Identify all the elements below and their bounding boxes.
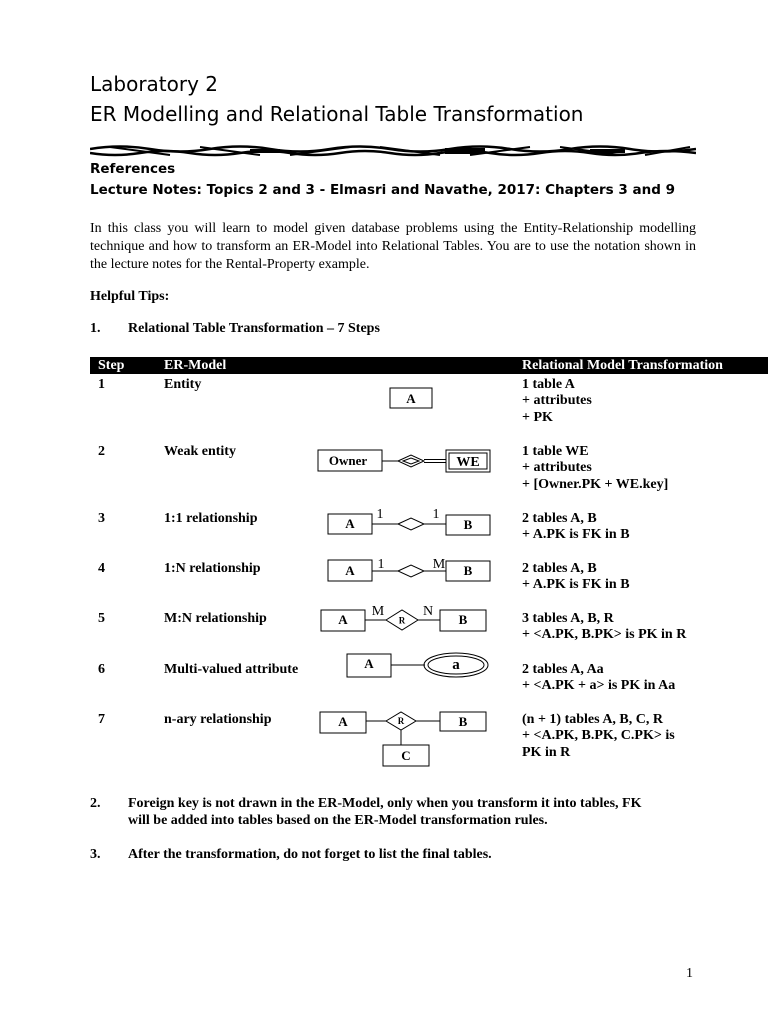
- transform-7-line-1: (n + 1) tables A, B, C, R: [522, 712, 663, 727]
- section-1-number: 1.: [90, 321, 101, 336]
- d2-owner-label: Owner: [328, 453, 368, 468]
- transform-2-line-1: 1 table WE: [522, 444, 589, 459]
- tip-2-line-2: will be added into tables based on the ER-Model transformation rules.: [128, 813, 548, 828]
- d2-identifying-rel-inner: [403, 458, 419, 464]
- concept-one-to-many: 1:N relationship: [164, 561, 261, 576]
- tip-3-text: After the transformation, do not forget to list the final tables.: [128, 847, 492, 862]
- d3-a-label: A: [345, 516, 355, 531]
- tip-2-line-1: Foreign key is not drawn in the ER-Model, only when you transform it into tables, FK: [128, 796, 642, 811]
- d5-b-label: B: [458, 612, 468, 627]
- step-5: 5: [98, 611, 105, 626]
- intro-paragraph: In this class you will learn to model given database problems using the Entity-Relationship modelling technique and how to transform an ER-Model into Relational Tables. You are to use the notation shown in the lecture notes for the Rental-Property example.: [90, 221, 696, 272]
- references-line: Lecture Notes: Topics 2 and 3 - Elmasri and Navathe, 2017: Chapters 3 and 9: [90, 182, 675, 198]
- step-1: 1: [98, 377, 105, 392]
- tip-2-number: 2.: [90, 796, 101, 811]
- title-line-2: ER Modelling and Relational Table Transformation: [90, 102, 584, 126]
- transform-1-line-1: 1 table A: [522, 377, 575, 392]
- concept-multivalued: Multi-valued attribute: [164, 662, 299, 677]
- section-1-title: Relational Table Transformation – 7 Steps: [128, 321, 380, 336]
- header-step: Step: [98, 358, 125, 373]
- transform-3-line-2: + A.PK is FK in B: [522, 527, 630, 542]
- transform-4-line-1: 2 tables A, B: [522, 561, 597, 576]
- concept-many-to-many: M:N relationship: [164, 611, 267, 626]
- transform-3-line-1: 2 tables A, B: [522, 511, 597, 526]
- transform-1-line-2: + attributes: [522, 393, 592, 408]
- title-line-1: Laboratory 2: [90, 72, 219, 96]
- step-2: 2: [98, 444, 105, 459]
- transform-6-line-2: + <A.PK + a> is PK in Aa: [522, 678, 676, 693]
- helpful-tips-heading: Helpful Tips:: [90, 289, 170, 304]
- d4-a-label: A: [345, 563, 355, 578]
- concept-weak-entity: Weak entity: [164, 444, 236, 459]
- d7-r-label: R: [397, 716, 405, 726]
- transform-7-line-3: PK in R: [522, 745, 571, 760]
- transform-6-line-1: 2 tables A, Aa: [522, 662, 604, 677]
- d3-card-right: 1: [432, 507, 440, 522]
- d7-b-label: B: [458, 714, 468, 729]
- d1-entity-label: A: [406, 391, 416, 406]
- d5-r-label: R: [398, 615, 406, 626]
- concept-n-ary: n-ary relationship: [164, 712, 272, 727]
- transform-7-line-2: + <A.PK, B.PK, C.PK> is: [522, 728, 675, 743]
- transform-2-line-3: + [Owner.PK + WE.key]: [522, 477, 669, 492]
- page-number: 1: [686, 966, 693, 981]
- transform-1-line-3: + PK: [522, 410, 553, 425]
- d3-card-left: 1: [376, 507, 384, 522]
- transform-4-line-2: + A.PK is FK in B: [522, 577, 630, 592]
- references-heading: References: [90, 161, 176, 177]
- d7-c-label: C: [401, 748, 411, 763]
- transform-2-line-2: + attributes: [522, 460, 592, 475]
- step-6: 6: [98, 662, 105, 677]
- header-relational: Relational Model Transformation: [522, 358, 723, 373]
- d4-card-right: M: [432, 557, 446, 572]
- d3-b-label: B: [463, 517, 473, 532]
- d4-relationship: [398, 565, 424, 577]
- step-3: 3: [98, 511, 105, 526]
- transform-5-line-2: + <A.PK, B.PK> is PK in R: [522, 627, 687, 642]
- d6-a-label: A: [364, 656, 374, 671]
- d5-card-left: M: [371, 604, 385, 619]
- concept-one-to-one: 1:1 relationship: [164, 511, 258, 526]
- d5-a-label: A: [338, 612, 348, 627]
- d4-b-label: B: [463, 563, 473, 578]
- d3-relationship: [398, 518, 424, 530]
- d4-card-left: 1: [377, 557, 385, 572]
- step-7: 7: [98, 712, 105, 727]
- d2-weak-label: WE: [456, 455, 480, 470]
- transform-5-line-1: 3 tables A, B, R: [522, 611, 614, 626]
- d6-attr-label: a: [452, 657, 460, 673]
- step-4: 4: [98, 561, 105, 576]
- tip-3-number: 3.: [90, 847, 101, 862]
- d7-a-label: A: [338, 714, 348, 729]
- d5-card-right: N: [422, 604, 434, 619]
- concept-entity: Entity: [164, 377, 202, 392]
- header-er-model: ER-Model: [164, 358, 227, 373]
